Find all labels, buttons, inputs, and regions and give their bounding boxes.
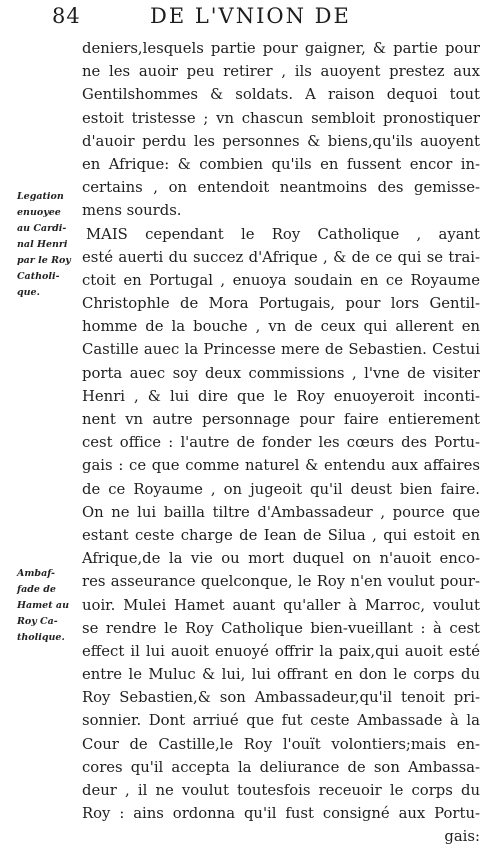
margin-note-line: au Cardi- (17, 223, 67, 234)
text-line: gais : ce que comme naturel & entendu aux affaires (82, 457, 480, 475)
margin-note-legation (17, 189, 79, 301)
text-line: estoit tristesse ; vn chascun sembloit pronostiquer (82, 109, 480, 127)
margin-note-line: Roy Ca- (17, 616, 58, 627)
text-line: On ne lui bailla tiltre d'Ambassadeur , pource que (82, 503, 480, 521)
text-line: Castille auec la Princesse mere de Sebastien. Cestui (82, 341, 480, 359)
margin-note-line: nal Henri (17, 239, 68, 250)
text-line: porta auec soy deux commissions , l'vne de visiter (82, 364, 480, 382)
text-line: Henri , & lui dire que le Roy enuoyeroit inconti- (82, 387, 480, 405)
text-line: deniers,lesquels partie pour gaigner, & partie pour (82, 40, 480, 57)
text-line: Afrique,de la vie ou mort duquel on n'auoit enco- (82, 550, 480, 568)
margin-note-line: fade de (17, 584, 56, 595)
text-line: d'auoir perdu les personnes & biens,qu'ils auoyent (82, 132, 480, 150)
text-line: effect il lui auoit enuoyé offrir la paix,qui auoit esté (82, 642, 480, 660)
text-line: en Afrique: & combien qu'ils en fussent encor in- (82, 155, 480, 173)
text-line: Roy : ains ordonna qu'il fust consigné aux Portu- (82, 805, 480, 823)
margin-note-line: enuoyee (17, 207, 61, 218)
body-text (82, 37, 480, 849)
margin-note-line: que. (17, 287, 40, 298)
text-line: estant ceste charge de Iean de Silua , qui estoit en (82, 526, 480, 544)
margin-note-line: tholique. (17, 632, 65, 643)
text-line: ne les auoir peu retirer , ils auoyent prestez aux (82, 63, 480, 81)
text-line: ctoit en Portugal , enuoya soudain en ce Royaume (82, 271, 480, 289)
text-line: sonnier. Dont arriué que fut ceste Ambassade à la (82, 712, 480, 730)
page-number: 84 (52, 4, 81, 28)
margin-note-line: Catholi- (17, 271, 60, 282)
text-line: nent vn autre personnage pour faire entierement (82, 411, 480, 428)
margin-note-line: Ambaf- (17, 568, 55, 579)
text-line: MAIS cependant le Roy Catholique , ayant (86, 225, 480, 243)
margin-note-line: Hamet au (17, 600, 69, 611)
text-line: entre le Muluc & lui, lui offrant en don le corps du (82, 666, 480, 684)
margin-note-line: par le Roy (17, 255, 71, 266)
catchword: gais: (444, 828, 480, 846)
text-line: Cour de Castille,le Roy l'ouït volontiers;mais en- (82, 735, 480, 753)
text-line: se rendre le Roy Catholique bien-vueillant : à cest (82, 619, 480, 637)
text-line: certains , on entendoit neantmoins des gemisse- (82, 179, 480, 197)
margin-note-line: Legation (17, 191, 64, 202)
text-line: Roy Sebastien,& son Ambassadeur,qu'il tenoit pri- (82, 689, 480, 707)
text-line: cores qu'il accepta la deliurance de son Ambassa- (82, 758, 480, 776)
margin-note-ambassade (17, 566, 79, 646)
text-line: esté auerti du succez d'Afrique , & de ce qui se trai- (82, 248, 480, 266)
running-head: DE L'VNION DE (150, 4, 351, 28)
text-line: Christophle de Mora Portugais, pour lors Gentil- (82, 295, 480, 313)
text-line: res asseurance quelconque, le Roy n'en voulut pour- (82, 573, 480, 591)
text-line: mens sourds. (82, 202, 182, 220)
text-line: de ce Royaume , on jugeoit qu'il deust bien faire. (82, 480, 480, 498)
text-line: deur , il ne voulut toutesfois receuoir le corps du (82, 782, 480, 799)
text-line: homme de la bouche , vn de ceux qui allerent en (82, 318, 480, 336)
text-line: uoir. Mulei Hamet auant qu'aller à Marroc, voulut (82, 596, 480, 614)
text-line: Gentilshommes & soldats. A raison dequoi tout (82, 86, 480, 104)
text-line: cest office : l'autre de fonder les cœurs des Portu- (82, 434, 480, 452)
